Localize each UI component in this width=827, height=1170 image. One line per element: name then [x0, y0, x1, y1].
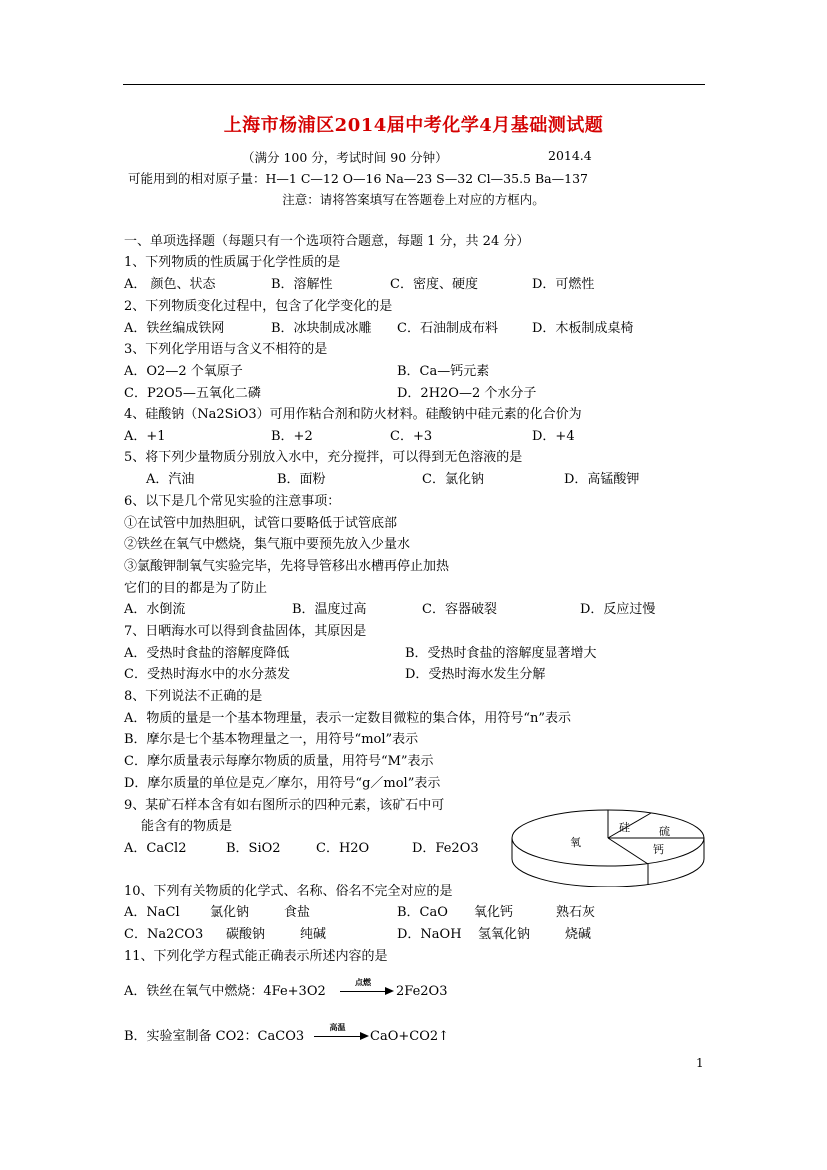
- option: C．密度、硬度: [390, 277, 478, 292]
- option-common-name: 食盐: [284, 905, 311, 920]
- question-stem: 1、下列物质的性质属于化学性质的是: [124, 255, 341, 270]
- notice: 注意：请将答案填写在答题卷上对应的方框内。: [282, 192, 545, 207]
- option: C．+3: [390, 429, 433, 444]
- atomic-masses: 可能用到的相对原子量：H—1 C—12 O—16 Na—23 S—32 Cl—35.5 Ba—137: [128, 171, 588, 186]
- option-common-name: 熟石灰: [556, 905, 596, 920]
- note-line: ②铁丝在氧气中燃烧，集气瓶中要预先放入少量水: [124, 537, 411, 552]
- option: B．摩尔是七个基本物理量之一，用符号“mol”表示: [124, 732, 419, 747]
- question-stem: 9、某矿石样本含有如右图所示的四种元素，该矿石中可: [124, 798, 445, 813]
- option-name: 碳酸钠: [226, 927, 266, 942]
- question-stem: 11、下列化学方程式能正确表示所述内容的是: [124, 949, 388, 964]
- option: B．面粉: [277, 472, 326, 487]
- option-product: 2Fe2O3: [396, 984, 448, 999]
- reaction-arrow: [340, 977, 394, 995]
- section-title: 一、单项选择题（每题只有一个选项符合题意，每题 1 分，共 24 分）: [124, 234, 530, 249]
- option: D．受热时海水发生分解: [405, 667, 546, 682]
- option: A．+1: [124, 429, 166, 444]
- option: B．冰块制成冰雕: [271, 321, 372, 336]
- exam-date: 2014.4: [548, 148, 592, 163]
- option: A．NaCl: [124, 905, 180, 920]
- question-stem: 5、将下列少量物质分别放入水中，充分搅拌，可以得到无色溶液的是: [124, 450, 523, 465]
- option: A．汽油: [146, 472, 195, 487]
- option: A． 颜色、状态: [124, 277, 216, 292]
- question-stem: 2、下列物质变化过程中，包含了化学变化的是: [124, 299, 393, 314]
- option: A．水倒流: [124, 602, 186, 617]
- pie-label-sulfur: 硫: [659, 825, 670, 838]
- question-stem-continued: 能含有的物质是: [141, 819, 233, 834]
- option-name: 氧化钙: [474, 905, 514, 920]
- page-number: 1: [696, 1056, 704, 1070]
- reaction-arrow: [314, 1022, 369, 1040]
- header-rule: [123, 84, 705, 85]
- exam-info: （满分 100 分，考试时间 90 分钟）: [242, 150, 448, 165]
- question-stem: 8、下列说法不正确的是: [124, 689, 263, 704]
- option-common-name: 纯碱: [300, 927, 327, 942]
- option: C．石油制成布料: [397, 321, 498, 336]
- option: A．受热时食盐的溶解度降低: [124, 646, 290, 661]
- option: C．H2O: [316, 841, 370, 856]
- option: B．溶解性: [271, 277, 333, 292]
- option: D．NaOH: [397, 927, 462, 942]
- option: B．CaO: [397, 905, 448, 920]
- option: D．木板制成桌椅: [532, 321, 634, 336]
- question-stem: 4、硅酸钠（Na2SiO3）可用作粘合剂和防火材料。硅酸钠中硅元素的化合价为: [124, 407, 582, 422]
- note-line: ③氯酸钾制氧气实验完毕，先将导管移出水槽再停止加热: [124, 559, 450, 574]
- option: A．铁丝在氧气中燃烧：4Fe+3O2: [124, 984, 326, 999]
- option: D．反应过慢: [580, 602, 656, 617]
- option: C．Na2CO3: [124, 927, 204, 942]
- option: A．CaCl2: [124, 841, 187, 856]
- reaction-condition: 点燃: [355, 977, 371, 987]
- option: C．P2O5—五氧化二磷: [124, 386, 261, 401]
- option: D．摩尔质量的单位是克／摩尔，用符号“g／mol”表示: [124, 776, 441, 791]
- option-product: CaO+CO2↑: [370, 1029, 450, 1044]
- option: B．受热时食盐的溶解度显著增大: [405, 646, 597, 661]
- question-stem: 10、下列有关物质的化学式、名称、俗名不完全对应的是: [124, 884, 453, 899]
- option: B．Ca—钙元素: [397, 364, 490, 379]
- question-stem: 6、以下是几个常见实验的注意事项：: [124, 494, 341, 509]
- page-title: 上海市杨浦区2014届中考化学4月基础测试题: [223, 115, 604, 136]
- option: D．+4: [532, 429, 575, 444]
- element-composition-pie: [508, 805, 708, 887]
- question-stem: 7、日晒海水可以得到食盐固体，其原因是: [124, 624, 367, 639]
- option: B．温度过高: [292, 602, 367, 617]
- option: D．2H2O—2 个水分子: [397, 386, 537, 401]
- option: A．物质的量是一个基本物理量，表示一定数目微粒的集合体，用符号“n”表示: [124, 711, 572, 726]
- option: B．+2: [271, 429, 313, 444]
- question-tail: 它们的目的都是为了防止: [124, 581, 268, 596]
- option: C．氯化钠: [422, 472, 484, 487]
- reaction-condition: 高温: [329, 1022, 346, 1032]
- option: D．Fe2O3: [412, 841, 479, 856]
- option: B．SiO2: [226, 841, 281, 856]
- option: C．摩尔质量表示每摩尔物质的质量，用符号“M”表示: [124, 754, 434, 769]
- option-name: 氢氧化钠: [478, 927, 531, 942]
- option: D．高锰酸钾: [564, 472, 640, 487]
- option: C．受热时海水中的水分蒸发: [124, 667, 290, 682]
- option: A．铁丝编成铁网: [124, 321, 225, 336]
- note-line: ①在试管中加热胆矾，试管口要略低于试管底部: [124, 516, 398, 531]
- option: A．O2—2 个氧原子: [124, 364, 243, 379]
- pie-label-calcium: 钙: [653, 843, 664, 856]
- pie-label-oxygen: 氧: [570, 836, 581, 849]
- option-common-name: 烧碱: [565, 927, 592, 942]
- option: B．实验室制备 CO2：CaCO3: [124, 1029, 305, 1044]
- option-name: 氯化钠: [210, 905, 250, 920]
- question-stem: 3、下列化学用语与含义不相符的是: [124, 342, 328, 357]
- option: D．可燃性: [532, 277, 595, 292]
- pie-label-silicon: 硅: [619, 821, 630, 834]
- option: C．容器破裂: [422, 602, 497, 617]
